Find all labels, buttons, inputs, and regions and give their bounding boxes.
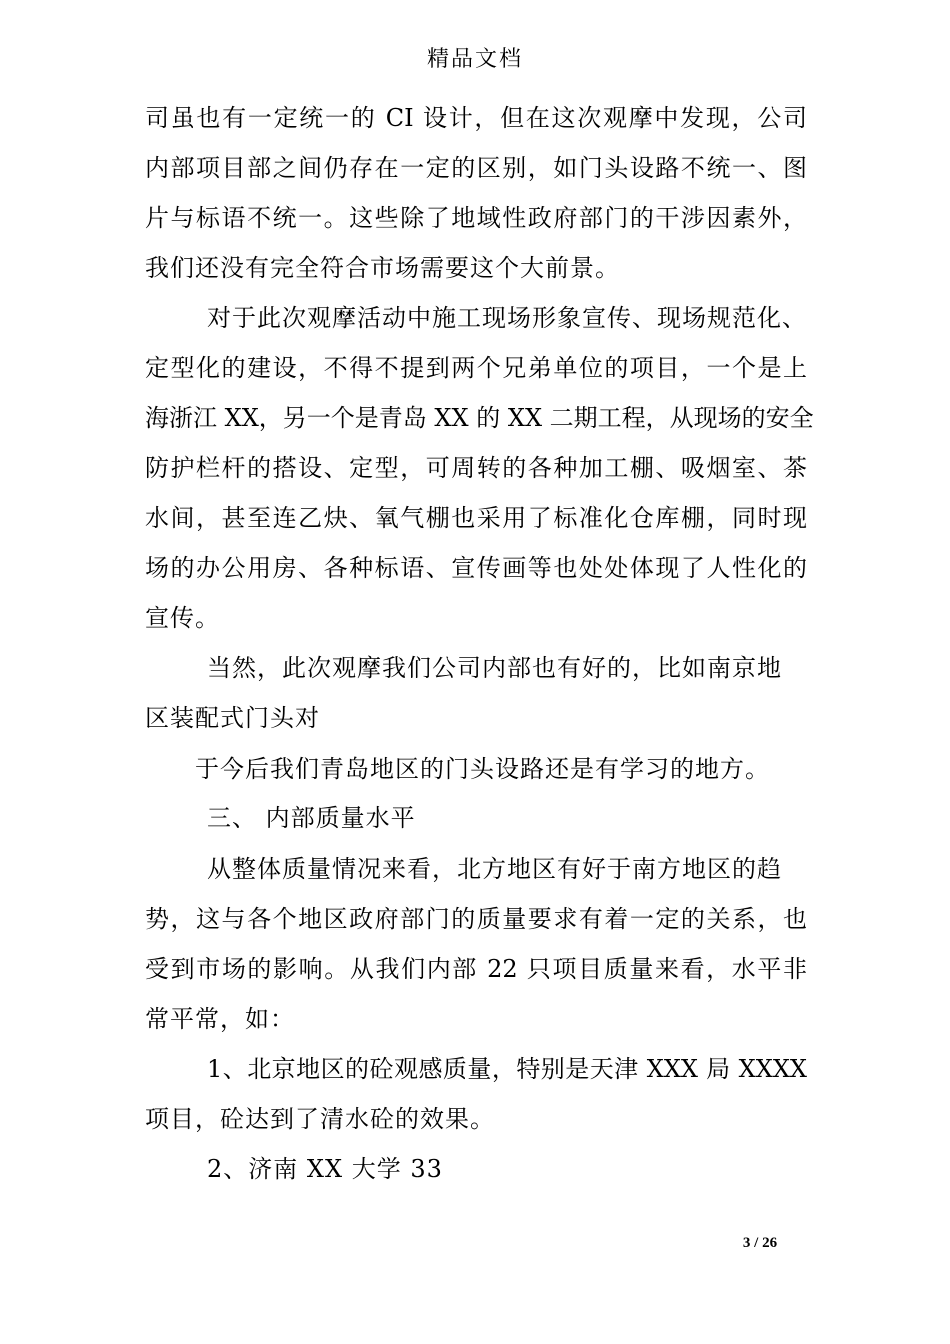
body-line: 宣传。: [145, 604, 220, 632]
list-item-continuation: 项目，砼达到了清水砼的效果。: [145, 1105, 495, 1133]
body-line: 司虽也有一定统一的 CI 设计，但在这次观摩中发现，公司: [145, 104, 807, 132]
body-line: 于今后我们青岛地区的门头设路还是有学习的地方。: [195, 755, 770, 783]
body-line: 内部项目部之间仍存在一定的区别，如门头设路不统一、图: [145, 154, 807, 182]
body-line: 常平常，如：: [145, 1005, 295, 1033]
body-line: 防护栏杆的搭设、定型，可周转的各种加工棚、吸烟室、茶: [145, 454, 807, 482]
paragraph-first-line: 对于此次观摩活动中施工现场形象宣传、现场规范化、: [207, 304, 807, 332]
body-line: 区装配式门头对: [145, 704, 320, 732]
page-number: 3 / 26: [742, 1235, 778, 1251]
body-line: 场的办公用房、各种标语、宣传画等也处处体现了人性化的: [145, 554, 807, 582]
page-header-title: 精品文档: [426, 47, 523, 72]
paragraph-first-line: 从整体质量情况来看，北方地区有好于南方地区的趋: [207, 855, 782, 883]
list-item: 1、北京地区的砼观感质量，特别是天津 XXX 局 XXXX: [207, 1055, 807, 1083]
body-line: 海浙江 XX，另一个是青岛 XX 的 XX 二期工程，从现场的安全: [145, 404, 814, 432]
paragraph-first-line: 当然，此次观摩我们公司内部也有好的，比如南京地: [207, 654, 782, 682]
body-line: 受到市场的影响。从我们内部 22 只项目质量来看，水平非: [145, 955, 807, 983]
body-line: 水间，甚至连乙炔、氧气棚也采用了标准化仓库棚，同时现: [145, 504, 807, 532]
body-line: 定型化的建设，不得不提到两个兄弟单位的项目，一个是上: [145, 354, 807, 382]
body-line: 势，这与各个地区政府部门的质量要求有着一定的关系，也: [145, 905, 807, 933]
section-heading: 三、 内部质量水平: [207, 804, 416, 832]
body-line: 我们还没有完全符合市场需要这个大前景。: [145, 254, 620, 282]
list-item: 2、济南 XX 大学 33: [207, 1155, 443, 1183]
body-line: 片与标语不统一。这些除了地域性政府部门的干涉因素外，: [145, 204, 807, 232]
